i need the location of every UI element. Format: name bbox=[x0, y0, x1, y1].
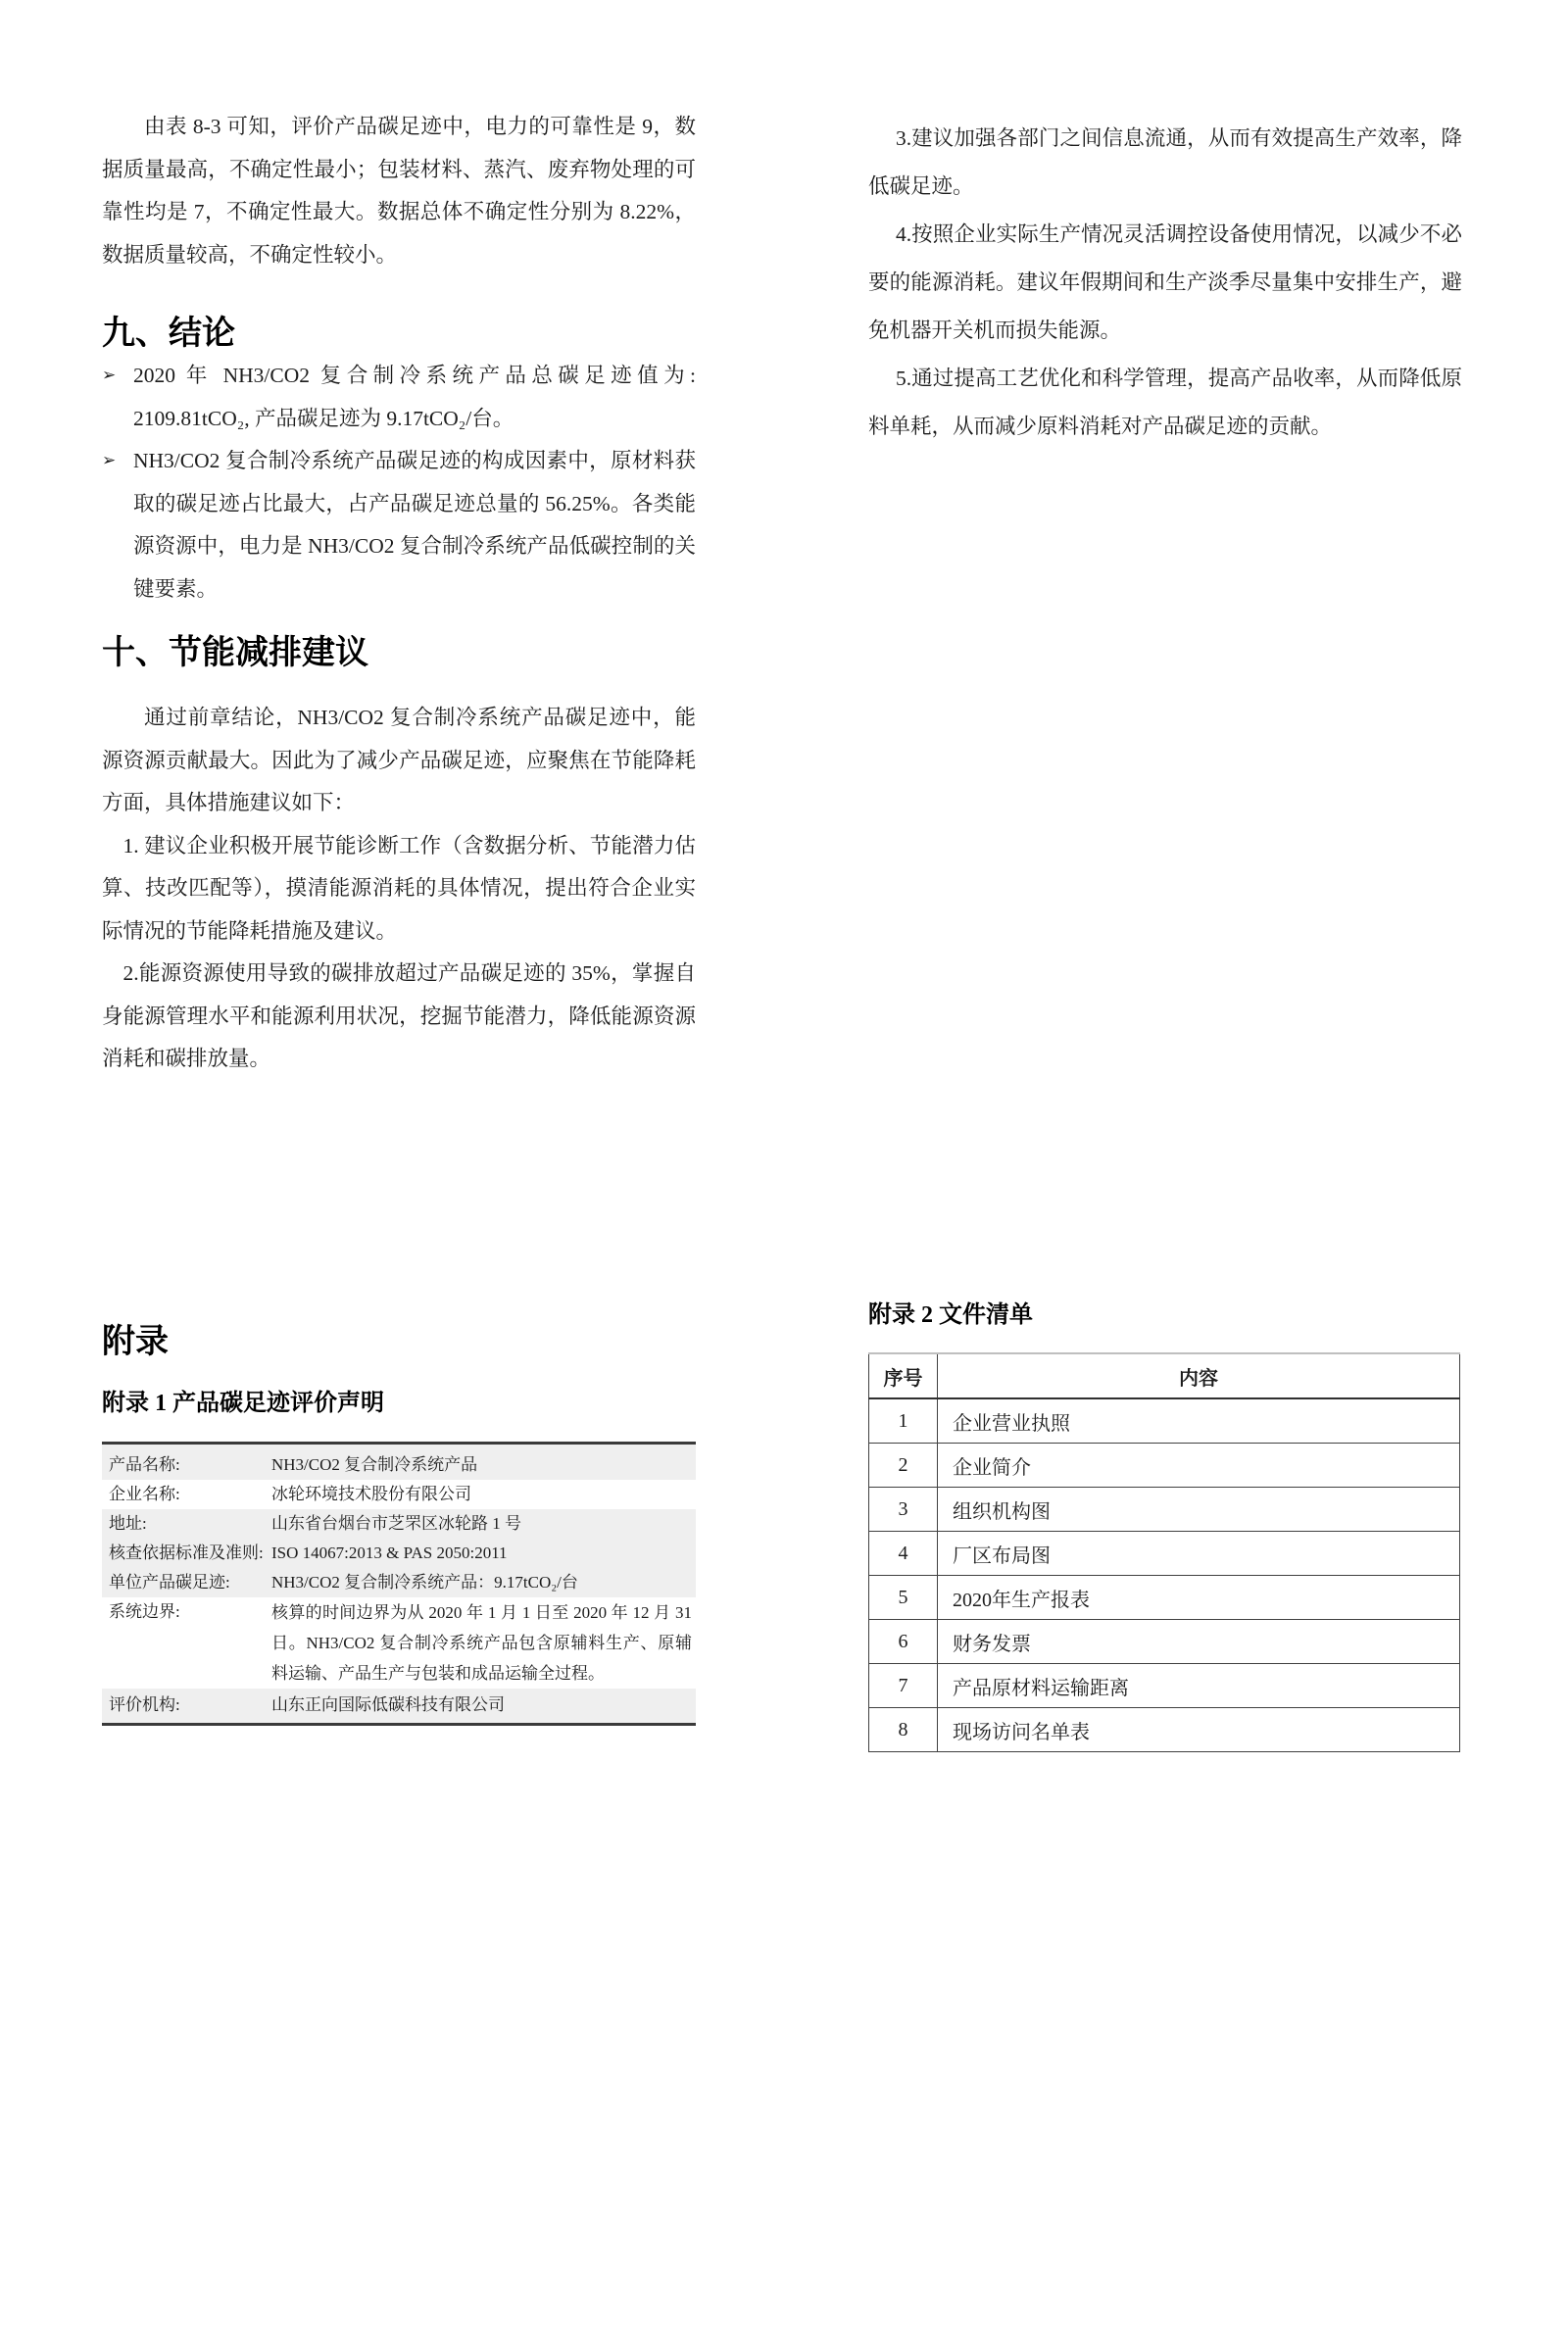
cell-content: 2020年生产报表 bbox=[938, 1576, 1460, 1620]
table-row bbox=[869, 1398, 1460, 1444]
paragraph: 2.能源资源使用导致的碳排放超过产品碳足迹的 35%，掌握自身能源管理水平和能源利用状况，挖掘节能潜力，降低能源资源消耗和碳排放量。 bbox=[102, 961, 696, 1070]
left-column bbox=[102, 106, 696, 1726]
table-row bbox=[869, 1444, 1460, 1488]
cell-content: 产品原材料运输距离 bbox=[938, 1664, 1460, 1708]
cell-no: 6 bbox=[869, 1620, 938, 1664]
appendix-2-heading: 附录 2 文件清单 bbox=[868, 1302, 1033, 1328]
paragraph: 1. 建议企业积极开展节能诊断工作（含数据分析、节能潜力估算、技改匹配等），摸清能源消耗的具体情况，提出符合企业实际情况的节能降耗措施及建议。 bbox=[102, 833, 696, 943]
row-value: ISO 14067:2013 & PAS 2050:2011 bbox=[271, 1543, 508, 1562]
cell-no: 8 bbox=[869, 1708, 938, 1752]
paragraph: 5.通过提高工艺优化和科学管理，提高产品收率，从而降低原料单耗，从而减少原料消耗对产品碳足迹的贡献。 bbox=[868, 367, 1462, 438]
table-row bbox=[102, 1689, 696, 1723]
row-label: 地址: bbox=[109, 1513, 147, 1533]
paragraph: 4.按照企业实际生产情况灵活调控设备使用情况，以减少不必要的能源消耗。建议年假期间和生产淡季尽量集中安排生产，避免机器开关机而损失能源。 bbox=[868, 222, 1462, 342]
table-row bbox=[869, 1576, 1460, 1620]
row-label: 核查依据标准及准则: bbox=[109, 1543, 264, 1562]
paragraph: 通过前章结论，NH3/CO2 复合制冷系统产品碳足迹中，能源资源贡献最大。因此为了减少产品碳足迹，应聚焦在节能降耗方面，具体措施建议如下： bbox=[102, 706, 696, 814]
bullet-text: 2020 年 NH3/CO2 复合制冷系统产品总碳足迹值为: 2109.81tCO₂, 产品碳足迹为 9.17tCO₂/台。 bbox=[133, 364, 696, 430]
cell-content: 企业营业执照 bbox=[938, 1398, 1460, 1444]
section-9-heading: 九、结论 bbox=[102, 314, 235, 353]
row-value: 核算的时间边界为从 2020 年 1 月 1 日至 2020 年 12 月 31 日。NH3/CO2 复合制冷系统产品包含原辅料生产、原辅料运输、产品生产与包装和成品运输全过程。 bbox=[271, 1602, 692, 1683]
section-10-body bbox=[102, 697, 696, 1081]
row-value: 山东正向国际低碳科技有限公司 bbox=[271, 1694, 505, 1714]
row-value: NH3/CO2 复合制冷系统产品：9.17tCO₂/台 bbox=[271, 1572, 578, 1592]
header-cell-content: 内容 bbox=[938, 1353, 1460, 1398]
table-row bbox=[869, 1488, 1460, 1532]
row-label: 评价机构: bbox=[109, 1694, 180, 1714]
table-row bbox=[102, 1445, 696, 1480]
row-value: NH3/CO2 复合制冷系统产品 bbox=[271, 1454, 478, 1474]
cell-no: 1 bbox=[869, 1398, 938, 1444]
header-cell-no: 序号 bbox=[869, 1353, 938, 1398]
table-row bbox=[869, 1620, 1460, 1664]
cell-no: 4 bbox=[869, 1532, 938, 1576]
row-label: 系统边界: bbox=[109, 1601, 180, 1621]
table-row bbox=[869, 1708, 1460, 1752]
appendix-1-declaration-table bbox=[102, 1442, 696, 1726]
appendix-heading: 附录 bbox=[102, 1321, 169, 1361]
cell-content: 厂区布局图 bbox=[938, 1532, 1460, 1576]
row-label: 企业名称: bbox=[109, 1484, 180, 1503]
bullet-text: NH3/CO2 复合制冷系统产品碳足迹的构成因素中，原材料获取的碳足迹占比最大，占产品碳足迹总量的 56.25%。各类能源资源中，电力是 NH3/CO2 复合制冷系统产品低碳控制的关键要素。 bbox=[133, 449, 696, 601]
table-row bbox=[869, 1664, 1460, 1708]
bullet-item bbox=[102, 440, 696, 611]
section-10-heading: 十、节能减排建议 bbox=[102, 633, 368, 672]
row-value: 山东省台烟台市芝罘区冰轮路 1 号 bbox=[271, 1513, 521, 1533]
arrow-bullet-icon: ➢ bbox=[102, 366, 117, 385]
cell-content: 现场访问名单表 bbox=[938, 1708, 1460, 1752]
paragraph: 3.建议加强各部门之间信息流通，从而有效提高生产效率，降低碳足迹。 bbox=[868, 126, 1462, 198]
appendix-2-file-list-table bbox=[868, 1352, 1460, 1752]
cell-content: 财务发票 bbox=[938, 1620, 1460, 1664]
uncertainty-paragraph: 由表 8-3 可知，评价产品碳足迹中，电力的可靠性是 9，数据质量最高，不确定性最小；包装材料、蒸汽、废弃物处理的可靠性均是 7，不确定性最大。数据总体不确定性分别为 8.22%，数据质量较高，不确定性较小。 bbox=[102, 115, 696, 267]
cell-no: 3 bbox=[869, 1488, 938, 1532]
conclusion-bullet-list bbox=[102, 355, 696, 611]
table-row bbox=[102, 1480, 696, 1509]
table-row bbox=[102, 1568, 696, 1597]
table-row bbox=[102, 1597, 696, 1689]
cell-no: 7 bbox=[869, 1664, 938, 1708]
table-row bbox=[869, 1532, 1460, 1576]
cell-content: 组织机构图 bbox=[938, 1488, 1460, 1532]
bullet-item bbox=[102, 355, 696, 440]
table-row bbox=[102, 1509, 696, 1539]
cell-no: 5 bbox=[869, 1576, 938, 1620]
appendix-1-heading: 附录 1 产品碳足迹评价声明 bbox=[102, 1390, 384, 1416]
right-column bbox=[868, 115, 1462, 1752]
cell-content: 企业简介 bbox=[938, 1444, 1460, 1488]
table-header-row bbox=[869, 1353, 1460, 1398]
row-label: 单位产品碳足迹: bbox=[109, 1572, 230, 1592]
row-value: 冰轮环境技术股份有限公司 bbox=[271, 1484, 471, 1503]
table-row bbox=[102, 1539, 696, 1568]
row-label: 产品名称: bbox=[109, 1454, 180, 1474]
cell-no: 2 bbox=[869, 1444, 938, 1488]
arrow-bullet-icon: ➢ bbox=[102, 451, 117, 470]
